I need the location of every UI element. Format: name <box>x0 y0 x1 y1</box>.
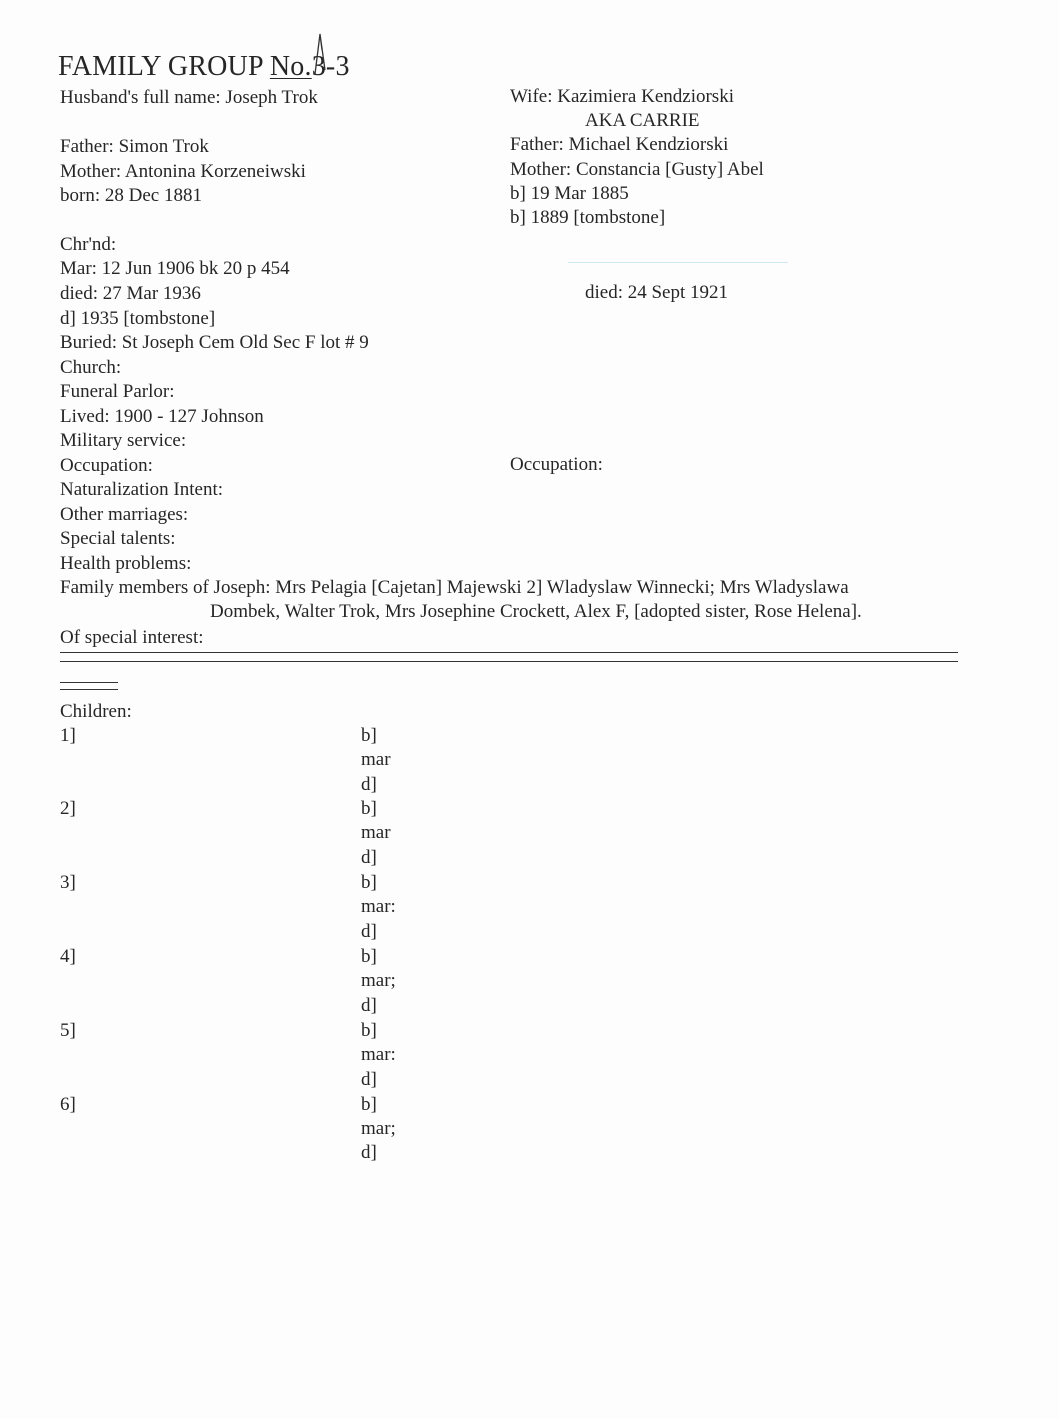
husband-died: died: 27 Mar 1936 <box>60 283 201 304</box>
child-number: 1] <box>60 725 76 746</box>
wife-mother: Mother: Constancia [Gusty] Abel <box>510 159 764 180</box>
child-died: d] <box>361 774 377 795</box>
child-born: b] <box>361 872 377 893</box>
husband-died-tombstone: d] 1935 [tombstone] <box>60 308 216 329</box>
husband-lived: Lived: 1900 - 127 Johnson <box>60 406 264 427</box>
section-divider-continued <box>60 682 118 690</box>
handwritten-mark-icon <box>311 30 331 76</box>
husband-occupation: Occupation: <box>60 455 153 476</box>
wife-occupation: Occupation: <box>510 454 603 475</box>
title-no: No. <box>269 51 312 82</box>
husband-funeral-parlor: Funeral Parlor: <box>60 381 175 402</box>
husband-special-talents: Special talents: <box>60 528 176 549</box>
husband-full-name: Husband's full name: Joseph Trok <box>60 87 318 108</box>
husband-born: born: 28 Dec 1881 <box>60 185 202 206</box>
child-married: mar: <box>361 896 396 917</box>
wife-born: b] 19 Mar 1885 <box>510 183 629 204</box>
child-married: mar <box>361 749 391 770</box>
child-number: 2] <box>60 798 76 819</box>
husband-christened: Chr'nd: <box>60 234 117 255</box>
wife-name: Wife: Kazimiera Kendziorski <box>510 86 734 107</box>
family-members-line-2: Dombek, Walter Trok, Mrs Josephine Crockett, Alex F, [adopted sister, Rose Helena]. <box>210 601 862 622</box>
child-died: d] <box>361 921 377 942</box>
child-died: d] <box>361 1069 377 1090</box>
children-heading: Children: <box>60 701 132 722</box>
child-married: mar; <box>361 1118 396 1139</box>
child-married: mar; <box>361 970 396 991</box>
husband-church: Church: <box>60 357 122 378</box>
wife-aka: AKA CARRIE <box>585 110 700 131</box>
section-divider <box>60 652 958 662</box>
husband-health-problems: Health problems: <box>60 553 192 574</box>
title-prefix: FAMILY GROUP <box>58 51 270 82</box>
page-title <box>58 50 350 84</box>
family-members-line-1: Family members of Joseph: Mrs Pelagia [Cajetan] Majewski 2] Wladyslaw Winnecki; Mrs Wladyslawa <box>60 577 849 598</box>
wife-father: Father: Michael Kendziorski <box>510 134 729 155</box>
special-interest: Of special interest: <box>60 627 204 648</box>
husband-married: Mar: 12 Jun 1906 bk 20 p 454 <box>60 258 290 279</box>
child-number: 6] <box>60 1094 76 1115</box>
child-born: b] <box>361 946 377 967</box>
child-died: d] <box>361 847 377 868</box>
faint-divider <box>568 262 788 263</box>
husband-mother: Mother: Antonina Korzeneiwski <box>60 161 306 182</box>
wife-died: died: 24 Sept 1921 <box>585 282 729 303</box>
child-number: 5] <box>60 1020 76 1041</box>
husband-other-marriages: Other marriages: <box>60 504 189 525</box>
child-born: b] <box>361 725 377 746</box>
husband-naturalization: Naturalization Intent: <box>60 479 224 500</box>
child-born: b] <box>361 1094 377 1115</box>
child-number: 3] <box>60 872 76 893</box>
child-born: b] <box>361 1020 377 1041</box>
husband-father: Father: Simon Trok <box>60 136 209 157</box>
child-died: d] <box>361 1142 377 1163</box>
husband-military-service: Military service: <box>60 430 187 451</box>
child-married: mar <box>361 822 391 843</box>
wife-born-tombstone: b] 1889 [tombstone] <box>510 207 666 228</box>
child-married: mar: <box>361 1044 396 1065</box>
child-died: d] <box>361 995 377 1016</box>
child-number: 4] <box>60 946 76 967</box>
husband-buried: Buried: St Joseph Cem Old Sec F lot # 9 <box>60 332 369 353</box>
child-born: b] <box>361 798 377 819</box>
title-number: 3-3 <box>311 51 350 82</box>
